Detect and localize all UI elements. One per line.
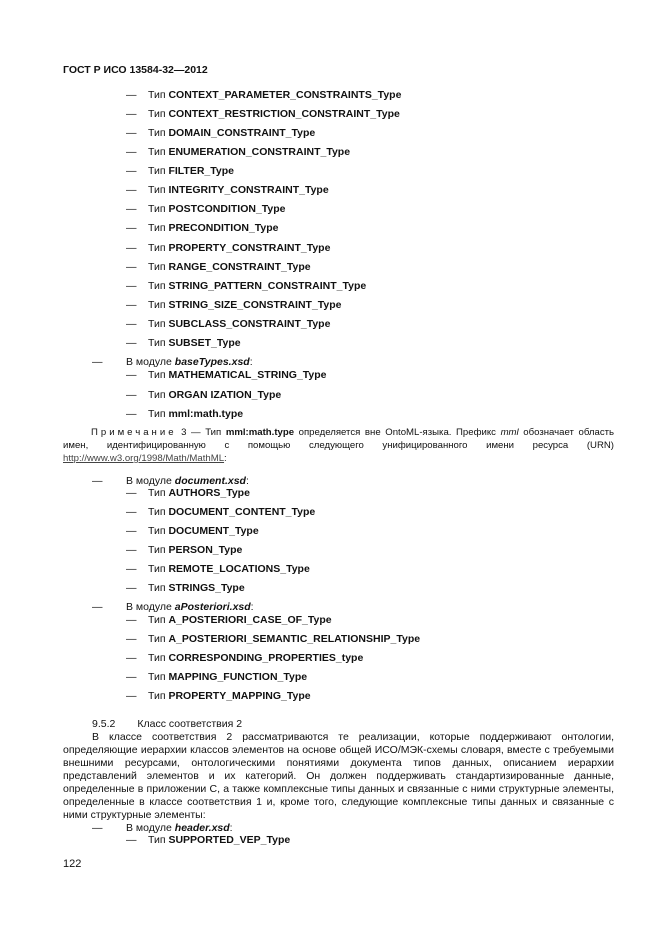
type-prefix: Тип <box>148 690 166 702</box>
module-prefix: В модуле <box>126 601 172 613</box>
module-prefix: В модуле <box>126 475 172 487</box>
type-name: DOMAIN_CONSTRAINT_Type <box>168 127 316 139</box>
type-prefix: Тип <box>148 108 166 120</box>
type-name: mml:math.type <box>168 408 244 420</box>
list-item <box>126 203 286 216</box>
mathml-link[interactable]: http://www.w3.org/1998/Math/MathML <box>63 453 225 464</box>
type-prefix: Тип <box>148 582 166 594</box>
type-name: CONTEXT_RESTRICTION_CONSTRAINT_Type <box>168 108 400 120</box>
type-prefix: Тип <box>148 127 166 139</box>
list-item <box>126 487 250 500</box>
type-prefix: Тип <box>148 184 166 196</box>
dash: — <box>126 318 137 330</box>
dash: — <box>126 203 137 215</box>
module-line: — В модуле baseTypes.xsd: <box>92 356 253 368</box>
type-name: STRING_SIZE_CONSTRAINT_Type <box>168 299 342 311</box>
type-name: A_POSTERIORI_CASE_OF_Type <box>168 614 332 626</box>
section-number: 9.5.2 <box>92 718 116 730</box>
type-prefix: Тип <box>148 146 166 158</box>
list-item <box>126 389 281 402</box>
list-item <box>126 318 330 331</box>
list-item <box>126 108 400 121</box>
dash: — <box>126 525 137 537</box>
list-item <box>126 337 241 350</box>
list-item <box>126 652 363 665</box>
module-name: baseTypes.xsd <box>174 356 250 368</box>
list-item <box>126 146 350 159</box>
type-prefix: Тип <box>148 633 166 645</box>
list-item <box>126 222 279 235</box>
module-name: header.xsd <box>174 822 230 834</box>
type-prefix: Тип <box>148 563 166 575</box>
page-number: 122 <box>63 858 82 870</box>
dash: — <box>126 408 137 420</box>
list-item <box>126 89 401 102</box>
module-line: — В модуле document.xsd: <box>92 475 249 487</box>
dash: — <box>126 671 137 683</box>
section-body: В классе соответствия 2 рассматриваются те реализации, которые поддерживают онтологии, определяющие иерархии классов элементов на основе общей ИСО/МЭК-схемы словаря, вместе с требуемыми внешними ресурсами, онтологическими понятиями документа типов данных, описанием иерархии представлений элементов и их категорий. Он должен поддерживать стандартизированные данные, определенные в приложении С, а также комплексные типы данных и связанные с ними структурные элементы, определенные в классе соответствия 1 и, кроме того, следующие комплексные типы данных и связанные с ними структурные элементы: <box>63 731 614 821</box>
dash: — <box>92 601 103 613</box>
type-name: ENUMERATION_CONSTRAINT_Type <box>168 146 351 158</box>
dash: — <box>126 582 137 594</box>
type-name: DOCUMENT_Type <box>168 525 259 537</box>
list-item <box>126 563 310 576</box>
list-item <box>126 506 315 519</box>
list-item <box>126 127 315 140</box>
type-prefix: Тип <box>148 242 166 254</box>
dash: — <box>126 487 137 499</box>
type-name: PROPERTY_MAPPING_Type <box>168 690 311 702</box>
type-prefix: Тип <box>148 165 166 177</box>
type-prefix: Тип <box>148 834 166 846</box>
type-name: PROPERTY_CONSTRAINT_Type <box>168 242 331 254</box>
note-text-2: обозначает область имен, идентифицированную с помощью следующего унифицированного имени ресурса (URN) <box>63 427 615 451</box>
type-name: INTEGRITY_CONSTRAINT_Type <box>168 184 329 196</box>
type-name: SUBCLASS_CONSTRAINT_Type <box>168 318 331 330</box>
type-name: ORGAN IZATION_Type <box>168 389 282 401</box>
type-name: POSTCONDITION_Type <box>168 203 286 215</box>
list-item <box>126 544 242 557</box>
dash: — <box>126 506 137 518</box>
type-name: AUTHORS_Type <box>168 487 250 499</box>
note-label: Примечание <box>91 427 177 438</box>
dash: — <box>126 127 137 139</box>
dash: — <box>92 822 103 834</box>
type-prefix: Тип <box>148 337 166 349</box>
type-prefix: Тип <box>148 299 166 311</box>
page-header: ГОСТ Р ИСО 13584-32—2012 <box>63 64 208 76</box>
note-paragraph <box>63 426 614 465</box>
type-prefix: Тип <box>148 506 166 518</box>
type-prefix: Тип <box>148 544 166 556</box>
dash: — <box>126 563 137 575</box>
list-item <box>126 633 420 646</box>
dash: — <box>126 184 137 196</box>
note-text-1: определяется вне OntoML-языка. Префикс <box>298 427 496 438</box>
dash: — <box>126 614 137 626</box>
section-title: Класс соответствия 2 <box>137 718 243 730</box>
type-prefix: Тип <box>148 652 166 664</box>
dash: — <box>126 242 137 254</box>
type-name: A_POSTERIORI_SEMANTIC_RELATIONSHIP_Type <box>168 633 421 645</box>
type-name: MATHEMATICAL_STRING_Type <box>168 369 327 381</box>
type-name: CORRESPONDING_PROPERTIES_type <box>168 652 364 664</box>
dash: — <box>126 369 137 381</box>
type-prefix: Тип <box>148 203 166 215</box>
type-name: DOCUMENT_CONTENT_Type <box>168 506 316 518</box>
dash: — <box>126 544 137 556</box>
list-item <box>126 834 290 847</box>
type-name: PRECONDITION_Type <box>168 222 279 234</box>
list-item <box>126 299 342 312</box>
dash: — <box>126 389 137 401</box>
dash: — <box>92 356 103 368</box>
list-item <box>126 408 243 421</box>
type-prefix: Тип <box>148 369 166 381</box>
type-prefix: Тип <box>148 408 166 420</box>
type-name: FILTER_Type <box>168 165 234 177</box>
module-line: — В модуле header.xsd: <box>92 822 233 834</box>
dash: — <box>92 475 103 487</box>
type-name: REMOTE_LOCATIONS_Type <box>168 563 310 575</box>
list-item <box>126 525 259 538</box>
list-item <box>126 280 366 293</box>
list-item <box>126 582 245 595</box>
list-item <box>126 261 311 274</box>
note-term: mml:math.type <box>225 427 295 438</box>
dash: — <box>126 690 137 702</box>
dash: — <box>126 652 137 664</box>
type-prefix: Тип <box>148 614 166 626</box>
dash: — <box>126 834 137 846</box>
list-item <box>126 165 234 178</box>
dash: — <box>126 146 137 158</box>
list-item <box>126 690 311 703</box>
type-name: PERSON_Type <box>168 544 243 556</box>
module-prefix: В модуле <box>126 822 172 834</box>
module-name: document.xsd <box>174 475 246 487</box>
type-prefix: Тип <box>148 318 166 330</box>
type-prefix: Тип <box>148 261 166 273</box>
module-line: — В модуле aPosteriori.xsd: <box>92 601 254 613</box>
list-item <box>126 242 330 255</box>
list-item <box>126 184 329 197</box>
type-prefix: Тип <box>148 222 166 234</box>
module-prefix: В модуле <box>126 356 172 368</box>
dash: — <box>126 261 137 273</box>
list-item <box>126 671 307 684</box>
type-name: STRINGS_Type <box>168 582 245 594</box>
type-prefix: Тип <box>148 89 166 101</box>
dash: — <box>126 633 137 645</box>
section-heading <box>92 718 242 731</box>
dash: — <box>126 337 137 349</box>
type-name: SUBSET_Type <box>168 337 241 349</box>
type-name: STRING_PATTERN_CONSTRAINT_Type <box>168 280 367 292</box>
dash: — <box>126 280 137 292</box>
note-number: 3 — Тип <box>181 427 222 438</box>
dash: — <box>126 165 137 177</box>
type-prefix: Тип <box>148 280 166 292</box>
type-prefix: Тип <box>148 389 166 401</box>
note-end: : <box>224 453 227 464</box>
type-name: MAPPING_FUNCTION_Type <box>168 671 308 683</box>
dash: — <box>126 108 137 120</box>
list-item <box>126 369 327 382</box>
module-name: aPosteriori.xsd <box>174 601 251 613</box>
dash: — <box>126 222 137 234</box>
list-item <box>126 614 332 627</box>
type-name: RANGE_CONSTRAINT_Type <box>168 261 311 273</box>
type-prefix: Тип <box>148 525 166 537</box>
type-prefix: Тип <box>148 487 166 499</box>
note-prefix: mml <box>500 427 519 438</box>
type-prefix: Тип <box>148 671 166 683</box>
dash: — <box>126 89 137 101</box>
type-name: SUPPORTED_VEP_Type <box>168 834 291 846</box>
type-name: CONTEXT_PARAMETER_CONSTRAINTS_Type <box>168 89 402 101</box>
dash: — <box>126 299 137 311</box>
